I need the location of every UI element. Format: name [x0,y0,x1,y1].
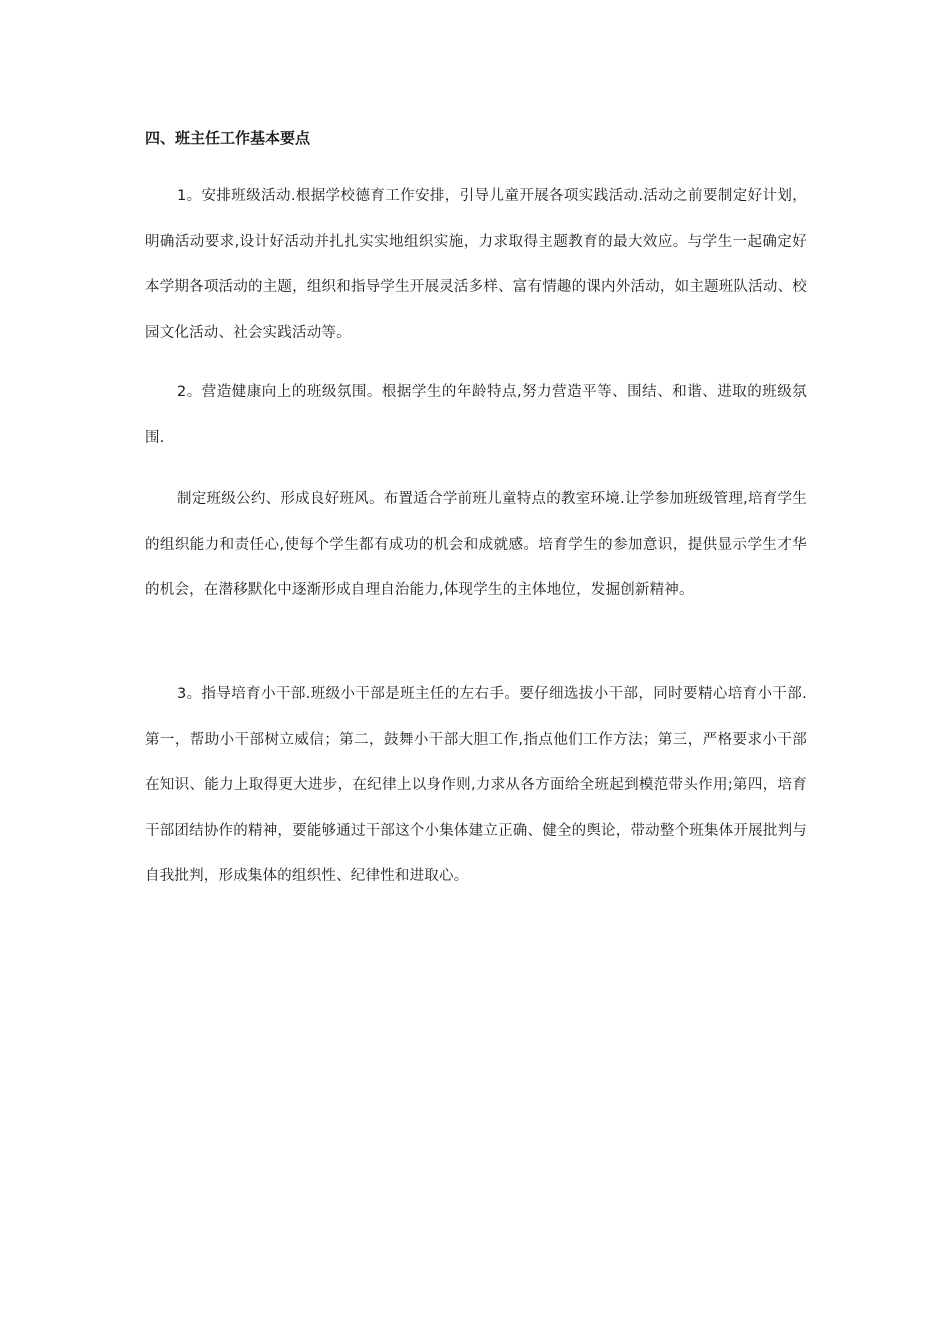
paragraph-class-activities: 1。安排班级活动.根据学校德育工作安排，引导儿童开展各项实践活动.活动之前要制定好计划，明确活动要求,设计好活动并扎扎实实地组织实施，力求取得主题教育的最大效应。与学生一起确定好本学期各项活动的主题，组织和指导学生开展灵活多样、富有情趣的课内外活动，如主题班队活动、校园文化活动、社会实践活动等。 [145,188,807,341]
section-heading: 四、班主任工作基本要点 [145,129,311,147]
paragraph-class-cadres: 3。指导培育小干部.班级小干部是班主任的左右手。要仔细选拔小干部，同时要精心培育小干部.第一，帮助小干部树立威信；第二，鼓舞小干部大胆工作,指点他们工作方法；第三，严格要求小干部在知识、能力上取得更大进步，在纪律上以身作则,力求从各方面给全班起到模范带头作用;第四，培育干部团结协作的精神，要能够通过干部这个小集体建立正确、健全的舆论，带动整个班集体开展批判与自我批判，形成集体的组织性、纪律性和进取心。 [145,686,807,885]
paragraph-class-rules: 制定班级公约、形成良好班风。布置适合学前班儿童特点的教室环境.让学参加班级管理,培育学生的组织能力和责任心,使每个学生都有成功的机会和成就感。培育学生的参加意识，提供显示学生才华的机会，在潜移默化中逐渐形成自理自治能力,体现学生的主体地位，发掘创新精神。 [145,491,807,599]
paragraph-class-atmosphere: 2。营造健康向上的班级氛围。根据学生的年龄特点,努力营造平等、围结、和谐、进取的班级氛围. [145,384,807,446]
